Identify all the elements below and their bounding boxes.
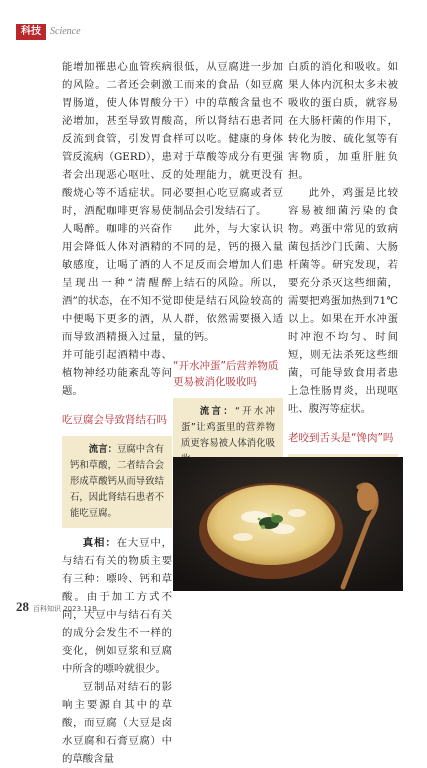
- col3-paragraph-2: 此外，鸡蛋是比较容易被细菌污染的食物。鸡蛋中常见的致病菌包括沙门氏菌、大肠杆菌等。研究发现，若要充分杀灭这些细菌，需要把鸡蛋加热到71℃以上。如果在开水冲蛋时冲泡不均匀、时间短，则无法杀死这些细菌，可能导致食用者患上急性肠胃炎，出现呕吐、腹泻等症状。: [288, 187, 398, 415]
- col1-truth-label: 真相：: [82, 537, 117, 549]
- col2-myth-text: “开水冲蛋”让鸡蛋里的营养物质更容易被人体消化吸: [181, 406, 275, 449]
- col2-heading-line-1: “开水冲蛋”后营养物质: [173, 360, 279, 372]
- col1-myth-label: 流言：: [88, 444, 117, 455]
- col1-truth-text: 在大豆中，与结石有关的物质主要有三种：嘌呤、钙和草酸。由于加工方式不同，大豆中与结石有关的成分会发生不一样的变化，例如豆浆和豆腐中所含的嘌呤就很少。: [62, 537, 173, 675]
- section-tag: 科技: [16, 24, 46, 40]
- col2-heading-line-2: 更易被消化吸收吗: [173, 376, 257, 388]
- col1-paragraph-3: 豆制品对结石的影响主要源自其中的草酸，而豆腐（大豆是卤水豆腐和石膏豆腐）中的草酸含量: [62, 681, 172, 765]
- column-1: [62, 58, 172, 768]
- col1-heading: 吃豆腐会导致肾结石吗: [62, 414, 167, 426]
- col2-paragraph-2: 此外，与大家认识不同的是，钙的摄入量不足反而会增加人们患上结石的风险。所以，即使是结石风险较高的人群，依然需要摄入适量的钙。: [173, 223, 283, 343]
- col2-heading: [173, 358, 283, 390]
- section-tag-english: Science: [50, 26, 81, 37]
- section-header: [0, 24, 427, 40]
- col1-myth-text: 豆腐中含有钙和草酸，二者结合会形成草酸钙从而导致结石，因此肾结石患者不能吃豆腐。: [70, 444, 164, 519]
- col2-myth-label: 流言：: [199, 406, 235, 417]
- col1-paragraph-1: 能增加罹患心血管疾病的风险。二者还会刺激胃肠道，使人体胃酸分泌增加，甚至导致胃酸反流到食管，引发胃食管反流病（GERD），患者会出现恶心呕吐、反酸烧心等不适症状。同时，酒配咖啡更容易使人喝醉。咖啡的兴奋作用会降低人体对酒精的敏感度，让喝了酒的人呈现出一种“清醒醉酒”的状态，在不知不觉中便喝下更多的酒，从而导致酒精摄入过量，并可能引起酒精中毒、植物神经功能紊乱等问题。: [62, 61, 172, 397]
- page-number: 28: [16, 599, 29, 614]
- col2-paragraph-1: 很低，从豆腐进一步加工而来的食品（如豆腐干）中的草酸含量也不高，所以肾结石患者同样可以吃。健康的身体对于草酸等成分有更强的处理能力，就更没有必要担心吃豆腐或者豆制品会引发结石了。: [173, 61, 283, 217]
- journal-name: 百科知识 2023.11B: [33, 605, 97, 613]
- egg-soup-photo: [173, 457, 403, 591]
- col3-heading: 老咬到舌头是“馋肉”吗: [288, 432, 394, 444]
- egg-soup-illustration: [173, 457, 403, 591]
- col1-myth-box: [62, 436, 172, 528]
- col3-paragraph-1: 白质的消化和吸收。如果人体内沉积太多未被吸收的蛋白质，就容易在大肠杆菌的作用下，转化为胺、硫化氢等有害物质，加重肝脏负担。: [288, 61, 398, 181]
- page-footer: [16, 596, 316, 614]
